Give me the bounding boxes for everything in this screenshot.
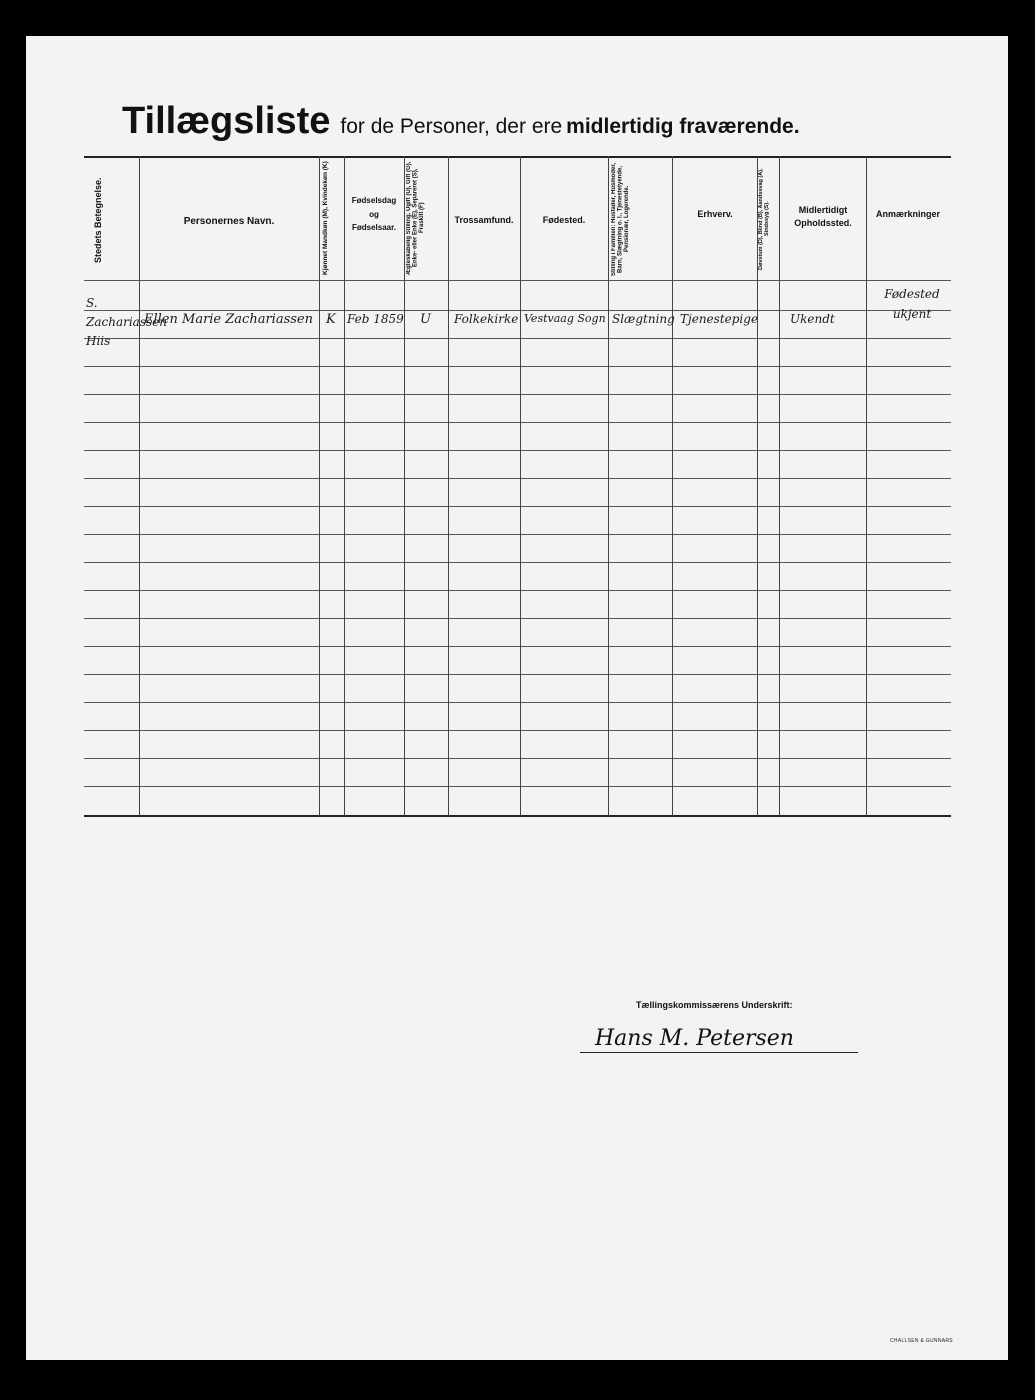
- entry-navn: Ellen Marie Zachariassen: [144, 312, 313, 327]
- header-stilling: Stilling i Familien: Husfader, Husmoder, Barn, Slægtning o. l., Tjenestetyende, Pensionær, Logerende.: [611, 162, 631, 276]
- row-rule: [84, 394, 951, 395]
- row-rule: [84, 338, 951, 339]
- row-rule: [84, 310, 951, 311]
- col-rule: [319, 156, 320, 816]
- entry-tro: Folkekirke: [454, 312, 519, 326]
- row-rule: [84, 562, 951, 563]
- header-fodselsdag: Fødselsdag og Fødselsaar.: [351, 196, 397, 233]
- header-stedets: Stedets Betegnelse.: [93, 177, 103, 263]
- header-bottom-rule: [84, 280, 951, 281]
- row-rule: [84, 758, 951, 759]
- col-rule: [448, 156, 449, 816]
- title-emphasis: midlertidig fraværende.: [566, 115, 800, 138]
- col-rule: [866, 156, 867, 816]
- title-middle: for de Personer, der ere: [340, 115, 563, 138]
- census-table: [84, 156, 951, 818]
- signature-label: Tællingskommissærens Underskrift:: [636, 1000, 793, 1010]
- col-rule: [608, 156, 609, 816]
- col-rule: [672, 156, 673, 816]
- row-rule: [84, 618, 951, 619]
- signature-handwriting: Hans M. Petersen: [595, 1026, 794, 1051]
- row-rule: [84, 674, 951, 675]
- col-rule: [520, 156, 521, 816]
- entry-fodselsdag: Feb 1859: [347, 312, 404, 326]
- header-kjonnet: Kjønnet Mandkøn (M), Kvindekøn (K): [322, 161, 329, 275]
- header-dovstum: Døvstum (D), Blind (B), Aandssvag (A), Sindssyg (S).: [758, 168, 771, 270]
- entry-midlertidigt: Ukendt: [790, 312, 835, 326]
- row-rule: [84, 534, 951, 535]
- entry-fodested: Vestvaag Sogn: [524, 312, 606, 325]
- col-rule: [779, 156, 780, 816]
- col-rule: [404, 156, 405, 816]
- row-rule: [84, 702, 951, 703]
- row-rule: [84, 730, 951, 731]
- header-midlertidigt: Midlertidigt Opholdssted.: [794, 205, 852, 228]
- row-rule: [84, 366, 951, 367]
- printer-mark: CHALLSEN & GUNNARS: [890, 1338, 953, 1344]
- form-title: [122, 100, 800, 143]
- header-anm: Anmærkninger: [875, 209, 940, 219]
- row-rule: [84, 590, 951, 591]
- row-rule: [84, 646, 951, 647]
- row-rule: [84, 422, 951, 423]
- title-main: Tillægsliste: [122, 100, 331, 142]
- header-navn: Personernes Navn.: [183, 216, 275, 227]
- entry-erhverv: Tjenestepige: [680, 312, 759, 326]
- entry-stedets: S. Zachariassen Hiis: [86, 296, 167, 349]
- signature-line: [580, 1052, 858, 1053]
- header-fodested: Fødested.: [542, 215, 586, 225]
- entry-kjonnet: K: [326, 312, 336, 327]
- entry-anm: Fødested ukjent: [884, 287, 940, 322]
- entry-stilling: Slægtning: [612, 312, 675, 326]
- table-top-rule: [84, 156, 951, 158]
- table-bottom-rule: [84, 815, 951, 817]
- row-rule: [84, 786, 951, 787]
- row-rule: [84, 478, 951, 479]
- col-rule: [139, 156, 140, 816]
- header-aegteskab: Ægteskabelig Stilling. Ugift (U), Gift (G), Enke- eller Enke (E), Separeret (S), Fraskilt (F): [406, 161, 426, 275]
- header-tro: Trossamfund.: [454, 215, 514, 225]
- row-rule: [84, 506, 951, 507]
- header-erhverv: Erhverv.: [697, 209, 733, 219]
- col-rule: [344, 156, 345, 816]
- row-rule: [84, 450, 951, 451]
- entry-aegteskab: U: [420, 312, 431, 327]
